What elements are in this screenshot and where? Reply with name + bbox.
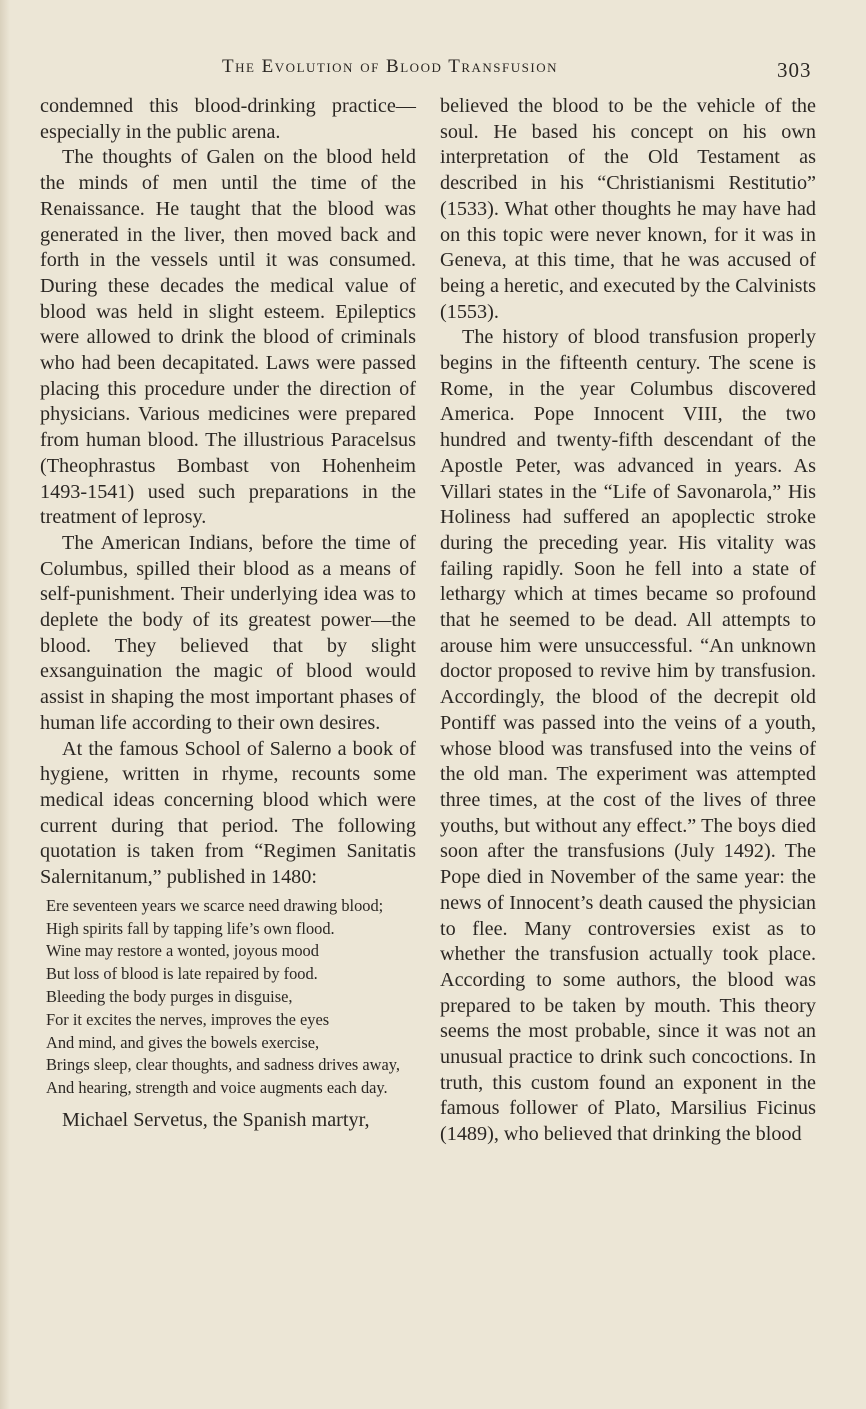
running-head: The Evolution of Blood Transfusion <box>222 56 558 77</box>
verse-line: For it excites the nerves, improves the eyes <box>46 1009 330 1029</box>
verse-line: Brings sleep, clear thoughts, and sadness drives away, <box>46 1055 400 1075</box>
right-column <box>440 94 816 1148</box>
left-column <box>40 94 416 1134</box>
paragraph: condemned this blood-drinking practice—especially in the public arena. <box>40 95 416 143</box>
page-header <box>0 56 866 86</box>
page-binding-edge <box>0 0 10 1409</box>
paragraph: The thoughts of Galen on the blood held the minds of men until the time of the Renaissance. He taught that the blood was generated in the liver, then moved back and forth in the vessels until it was consumed. During these decades the medical value of blood was held in slight esteem. Epileptics were allowed to drink the blood of criminals who had been decapitated. Laws were passed placing this procedure under the direction of physicians. Various medicines were prepared from human blood. The illustrious Paracelsus (Theophrastus Bombast von Hohenheim 1493-1541) used such preparations in the treatment of leprosy. <box>40 146 416 529</box>
verse-quotation <box>46 895 416 1100</box>
verse-line: Bleeding the body purges in disguise, <box>46 986 293 1006</box>
verse-line: High spirits fall by tapping life’s own flood. <box>46 918 335 938</box>
verse-line: And hearing, strength and voice augments each day. <box>46 1078 388 1098</box>
verse-line: Wine may restore a wonted, joyous mood <box>46 941 319 961</box>
paragraph: Michael Servetus, the Spanish martyr, <box>62 1108 370 1131</box>
paragraph: The history of blood transfusion properly begins in the fifteenth century. The scene is Rome, in the year Columbus discovered America. Pope Innocent VIII, the two hundred and twenty-fifth descendant of the Apostle Peter, was advanced in years. As Villari states in the “Life of Savonarola,” His Holiness had suffered an apoplectic stroke during the preceding year. His vitality was failing rapidly. Soon he fell into a state of lethargy which at times became so profound that he seemed to be dead. All attempts to arouse him were unsuccessful. “An unknown doctor proposed to revive him by transfusion. Accordingly, the blood of the decrepit old Pontiff was passed into the veins of a youth, whose blood was transfused into the veins of the old man. The experiment was attempted three times, at the cost of the lives of three youths, but without any effect.” The boys died soon after the transfusions (July 1492). The Pope died in November of the same year: the news of Innocent’s death caused the physician to flee. Many controversies exist as to whether the transfusion actually took place. According to some authors, the blood was prepared to be taken by mouth. This theory seems the most probable, since it was not an unusual practice to drink such concoctions. In truth, this custom found an exponent in the famous follower of Plato, Marsilius Ficinus (1489), who believed that drinking the blood <box>440 326 816 1146</box>
paragraph: At the famous School of Salerno a book of hygiene, written in rhyme, recounts some medical ideas concerning blood which were current during that period. The following quotation is taken from “Regimen Sanitatis Salernitanum,” published in 1480: <box>40 737 416 889</box>
page-number: 303 <box>777 58 812 82</box>
verse-line: But loss of blood is late repaired by food. <box>46 964 318 984</box>
paragraph: The American Indians, before the time of Columbus, spilled their blood as a means of self-punishment. Their underlying idea was to deplete the body of its greatest power—the blood. They believed that by slight exsanguination the magic of blood would assist in shaping the most important phases of human life according to their own desires. <box>40 531 416 734</box>
paragraph: believed the blood to be the vehicle of the soul. He based his concept on his own interpretation of the Old Testament as described in his “Christianismi Restitutio” (1533). What other thoughts he may have had on this topic were never known, for it was in Geneva, at this time, that he was accused of being a heretic, and executed by the Calvinists (1553). <box>440 95 816 323</box>
verse-line: And mind, and gives the bowels exercise, <box>46 1032 320 1052</box>
verse-line: Ere seventeen years we scarce need drawing blood; <box>46 895 384 915</box>
